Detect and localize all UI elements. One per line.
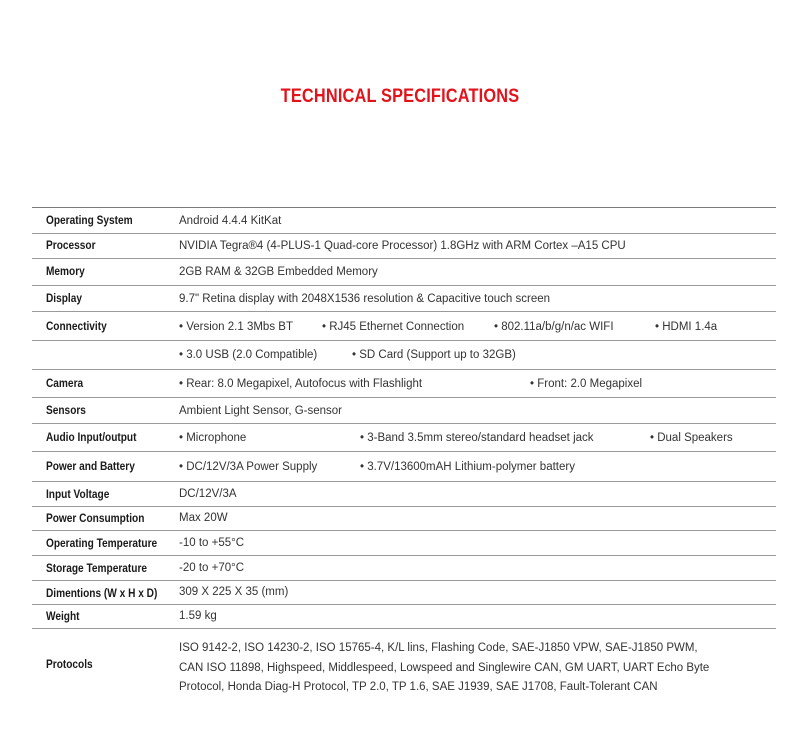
spec-label: Sensors	[46, 405, 86, 417]
spec-label: Camera	[46, 378, 84, 390]
spec-value: 1.59 kg	[179, 610, 217, 622]
spec-value: 9.7" Retina display with 2048X1536 resolution & Capacitive touch screen	[179, 293, 551, 305]
spec-row-camera	[32, 370, 776, 398]
spec-row-storage-temperature	[32, 556, 776, 581]
spec-item: • Microphone	[179, 432, 247, 444]
spec-item: • Front: 2.0 Megapixel	[530, 378, 643, 390]
spec-label: Operating System	[46, 215, 133, 227]
spec-label: Input Voltage	[46, 489, 110, 501]
spec-table	[32, 207, 776, 701]
protocols-text	[179, 639, 709, 698]
spec-row-audio	[32, 424, 776, 452]
spec-label: Display	[46, 293, 83, 305]
spec-item: • Dual Speakers	[650, 432, 733, 444]
spec-label: Connectivity	[46, 321, 107, 333]
spec-item: • 3.7V/13600mAH Lithium-polymer battery	[360, 461, 575, 473]
page-title: TECHNICAL SPECIFICATIONS	[280, 86, 520, 107]
spec-value: Android 4.4.4 KitKat	[179, 215, 282, 227]
spec-row-input-voltage	[32, 482, 776, 507]
spec-value: -10 to +55°C	[179, 537, 245, 549]
spec-row-protocols	[32, 629, 776, 701]
spec-label: Protocols	[46, 659, 93, 671]
protocols-line: CAN ISO 11898, Highspeed, Middlespeed, Lowspeed and Singlewire CAN, GM UART, UART Echo Byte	[179, 661, 710, 674]
spec-label: Operating Temperature	[46, 538, 158, 550]
spec-row-memory	[32, 259, 776, 286]
spec-row-sensors	[32, 398, 776, 424]
protocols-line: Protocol, Honda Diag-H Protocol, TP 2.0, TP 1.6, SAE J1939, SAE J1708, Fault-Tolerant CAN	[179, 681, 658, 693]
spec-row-dimensions	[32, 581, 776, 605]
spec-label: Power Consumption	[46, 513, 145, 525]
spec-label: Processor	[46, 240, 96, 252]
spec-item: • HDMI 1.4a	[655, 321, 718, 333]
spec-item: • DC/12V/3A Power Supply	[179, 461, 318, 473]
spec-label: Audio Input/output	[46, 432, 137, 444]
spec-value: NVIDIA Tegra®4 (4-PLUS-1 Quad-core Processor) 1.8GHz with ARM Cortex –A15 CPU	[179, 240, 626, 252]
spec-row-os	[32, 208, 776, 234]
spec-item: • 802.11a/b/g/n/ac WIFI	[494, 321, 614, 333]
spec-label: Weight	[46, 611, 80, 623]
spec-row-operating-temperature	[32, 531, 776, 556]
protocols-line: ISO 9142-2, ISO 14230-2, ISO 15765-4, K/L lins, Flashing Code, SAE-J1850 VPW, SAE-J1850 PWM,	[179, 642, 698, 654]
spec-row-display	[32, 286, 776, 312]
spec-label: Memory	[46, 266, 85, 278]
spec-label: Storage Temperature	[46, 563, 148, 575]
spec-label: Power and Battery	[46, 461, 135, 473]
spec-row-power	[32, 452, 776, 482]
spec-item: • SD Card (Support up to 32GB)	[352, 349, 516, 361]
spec-value: DC/12V/3A	[179, 488, 237, 500]
spec-item: • RJ45 Ethernet Connection	[322, 321, 465, 333]
spec-item: • 3.0 USB (2.0 Compatible)	[179, 349, 318, 361]
spec-item: • Version 2.1 3Mbs BT	[179, 321, 293, 333]
spec-row-connectivity-2	[32, 341, 776, 370]
spec-item: • 3-Band 3.5mm stereo/standard headset jack	[360, 432, 594, 444]
spec-row-processor	[32, 234, 776, 259]
spec-label: Dimentions (W x H x D)	[46, 588, 158, 600]
spec-value: 2GB RAM & 32GB Embedded Memory	[179, 266, 378, 278]
spec-row-weight	[32, 605, 776, 629]
spec-value: 309 X 225 X 35 (mm)	[179, 586, 289, 598]
spec-value: Max 20W	[179, 512, 228, 524]
spec-item: • Rear: 8.0 Megapixel, Autofocus with Flashlight	[179, 378, 423, 390]
spec-row-connectivity	[32, 312, 776, 341]
spec-row-power-consumption	[32, 507, 776, 531]
spec-value: -20 to +70°C	[179, 562, 245, 574]
spec-value: Ambient Light Sensor, G-sensor	[179, 405, 342, 417]
